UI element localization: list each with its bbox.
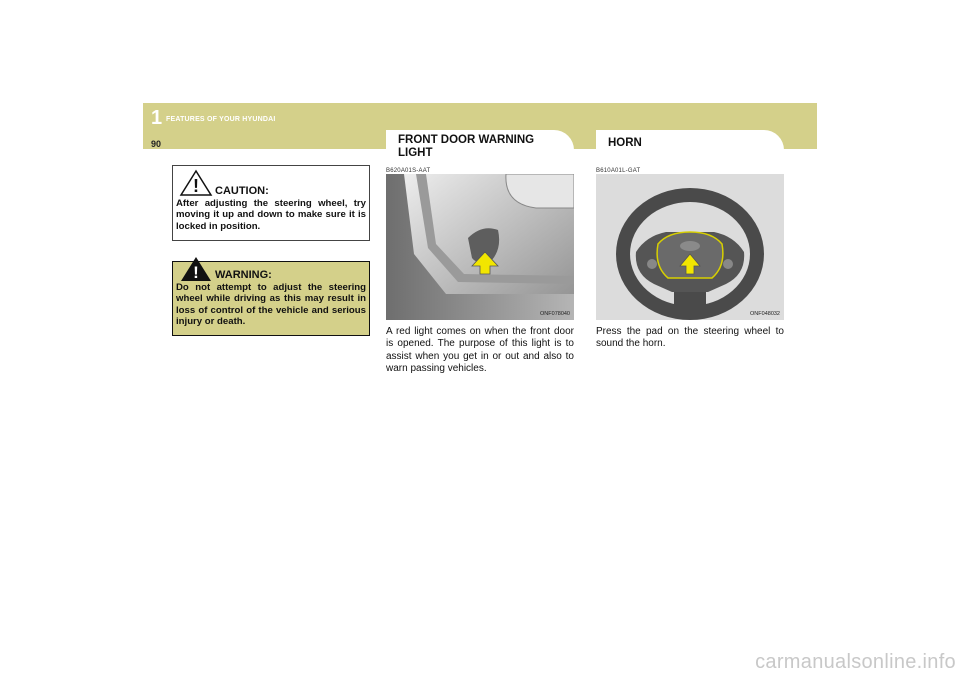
caution-triangle-icon	[179, 169, 213, 197]
front-door-photo-label: ONF078040	[540, 311, 570, 317]
svg-text:!: !	[193, 176, 199, 196]
chapter-title: FEATURES OF YOUR HYUNDAI	[166, 116, 276, 123]
chapter-number: 1	[151, 107, 163, 129]
warning-text: Do not attempt to adjust the steering wheel while driving as this may result in loss of control of the vehicle and serious injury or death.	[176, 282, 366, 327]
steering-wheel-illustration	[596, 174, 784, 320]
footer-watermark: carmanualsonline.info	[755, 651, 956, 673]
warning-heading: WARNING:	[215, 269, 272, 281]
warning-triangle-icon	[179, 255, 213, 283]
front-door-section-tab	[386, 130, 574, 167]
door-illustration	[386, 174, 574, 320]
horn-title: HORN	[608, 137, 642, 149]
front-door-title: FRONT DOOR WARNING LIGHT	[398, 134, 535, 159]
horn-code: B610A01L-GAT	[596, 168, 641, 174]
front-door-photo	[386, 174, 574, 320]
horn-section-tab	[596, 130, 784, 167]
page-number: 90	[151, 139, 162, 149]
caution-box	[172, 165, 370, 241]
front-door-text: A red light comes on when the front door is opened. The purpose of this light is to assist when you get in or out and also to warn passing vehicles.	[386, 326, 574, 374]
svg-text:!: !	[193, 263, 199, 282]
horn-photo-label: ONF048032	[750, 311, 780, 317]
warning-box	[172, 261, 370, 336]
caution-heading: CAUTION:	[215, 185, 269, 197]
horn-text: Press the pad on the steering wheel to sound the horn.	[596, 326, 784, 350]
caution-text: After adjusting the steering wheel, try moving it up and down to make sure it is locked in position.	[176, 198, 366, 232]
horn-photo	[596, 174, 784, 320]
front-door-code: B620A01S-AAT	[386, 168, 431, 174]
